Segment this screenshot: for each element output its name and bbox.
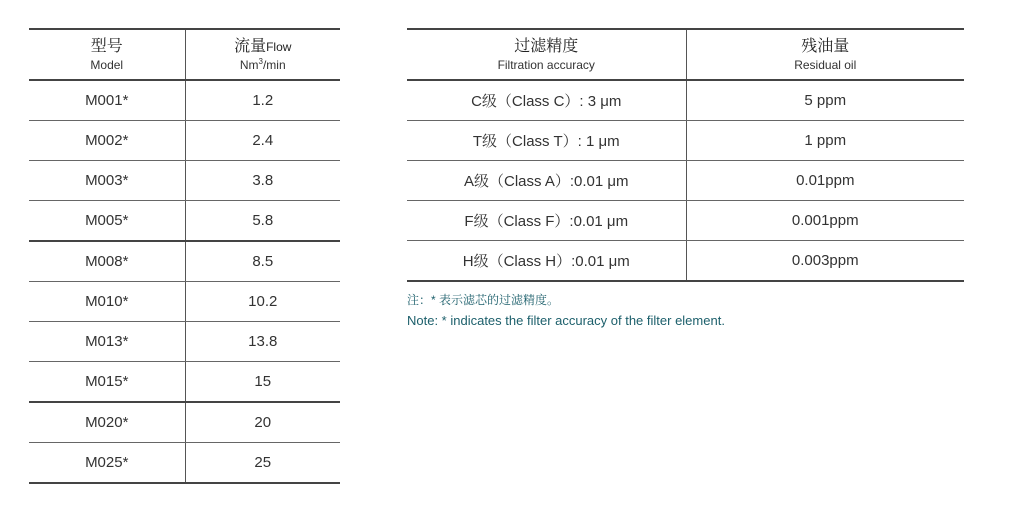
flow-cell: 5.8 [185,201,340,242]
model-cell: M010* [29,282,185,322]
model-cell: M005* [29,201,185,242]
note-english: Note: * indicates the filter accuracy of the filter element. [407,313,725,328]
table-row [407,121,964,161]
residual-oil-cell: 1 ppm [686,121,964,161]
model-cell: M002* [29,121,185,161]
header-flow-zh: 流量 [234,37,267,55]
model-cell: M008* [29,241,185,282]
residual-oil-cell: 0.001ppm [686,201,964,241]
accuracy-cell: H级（Class H）:0.01 μm [407,241,686,282]
table-row [29,402,340,443]
table-row [407,241,964,282]
header-flow [185,29,340,80]
header-flow-title [186,38,341,56]
flow-cell: 15 [185,362,340,403]
header-accuracy-en: Filtration accuracy [497,57,595,72]
accuracy-cell: A级（Class A）:0.01 μm [407,161,686,201]
model-cell: M015* [29,362,185,403]
model-cell: M003* [29,161,185,201]
note-chinese: 注：* 表示滤芯的过滤精度。 [407,293,560,307]
table-row [29,201,340,242]
header-model-en: Model [90,57,124,72]
flow-unit-pre: Nm [239,57,259,72]
flow-unit-post: /min [262,57,286,72]
filtration-accuracy-table [407,28,964,282]
residual-oil-cell: 5 ppm [686,80,964,121]
table-header-row [29,29,340,80]
header-accuracy-zh: 过滤精度 [514,37,579,55]
table-row [29,161,340,201]
model-cell: M013* [29,322,185,362]
header-residual-oil [686,29,964,80]
header-oil-en: Residual oil [794,57,857,72]
table-row [29,80,340,121]
header-model [29,29,185,80]
header-oil-zh: 残油量 [801,37,850,55]
accuracy-cell: C级（Class C）: 3 μm [407,80,686,121]
accuracy-cell: F级（Class F）:0.01 μm [407,201,686,241]
table-row [29,362,340,403]
accuracy-cell: T级（Class T）: 1 μm [407,121,686,161]
flow-cell: 3.8 [185,161,340,201]
model-cell: M025* [29,443,185,484]
table-row [29,282,340,322]
table-row [29,443,340,484]
model-cell: M001* [29,80,185,121]
flow-cell: 25 [185,443,340,484]
flow-unit-sup: 3 [258,56,263,66]
residual-oil-cell: 0.01ppm [686,161,964,201]
table-row [407,161,964,201]
table-header-row [407,29,964,80]
header-accuracy [407,29,686,80]
flow-cell: 13.8 [185,322,340,362]
flow-cell: 20 [185,402,340,443]
model-flow-table [29,28,340,484]
header-model-zh: 型号 [90,37,123,55]
table-row [407,201,964,241]
table-row [29,121,340,161]
flow-cell: 1.2 [185,80,340,121]
header-flow-en: Flow [266,39,292,54]
flow-cell: 8.5 [185,241,340,282]
model-cell: M020* [29,402,185,443]
header-flow-unit [186,58,341,72]
table-row [407,80,964,121]
flow-cell: 10.2 [185,282,340,322]
flow-cell: 2.4 [185,121,340,161]
table-row [29,322,340,362]
residual-oil-cell: 0.003ppm [686,241,964,282]
table-row [29,241,340,282]
